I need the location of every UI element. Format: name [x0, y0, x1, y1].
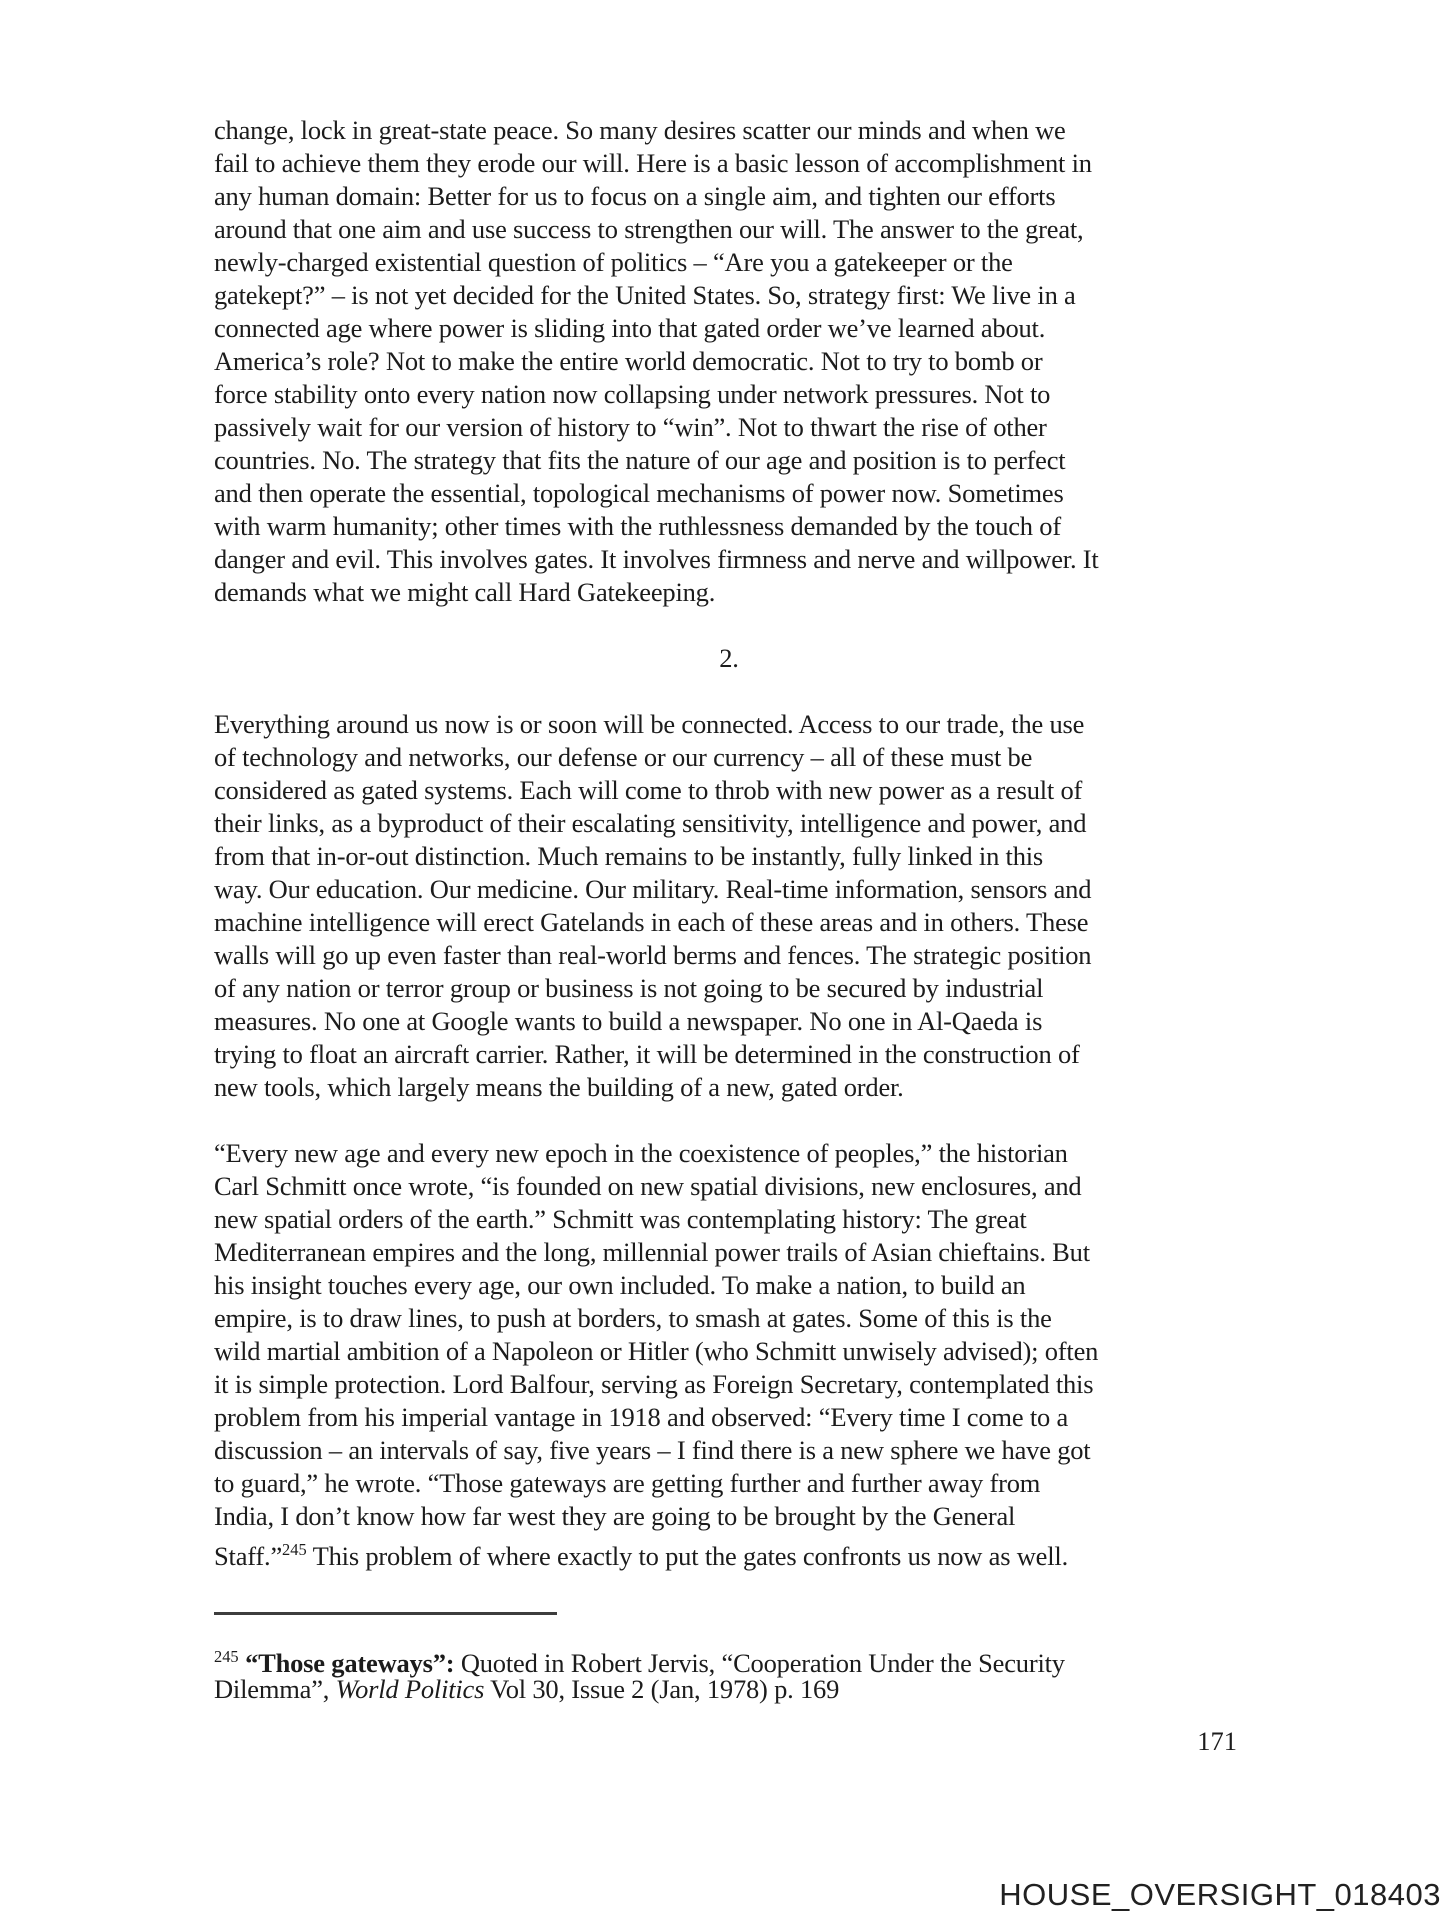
text-line: around that one aim and use success to strengthen our will. The answer to the great, [214, 214, 1084, 244]
text-line: Carl Schmitt once wrote, “is founded on new spatial divisions, new enclosures, and [214, 1171, 1082, 1201]
footnote-reference: 245 [214, 1647, 239, 1666]
text-line: connected age where power is sliding into that gated order we’ve learned about. [214, 313, 1046, 343]
text-line: countries. No. The strategy that fits the nature of our age and position is to perfect [214, 445, 1066, 475]
text-line: gatekept?” – is not yet decided for the United States. So, strategy first: We live in a [214, 280, 1076, 310]
text-line: demands what we might call Hard Gatekeeping. [214, 577, 716, 607]
text-line: danger and evil. This involves gates. It involves firmness and nerve and willpower. It [214, 544, 1099, 574]
text-line: considered as gated systems. Each will come to throb with new power as a result of [214, 775, 1083, 805]
text-line: and then operate the essential, topological mechanisms of power now. Sometimes [214, 478, 1064, 508]
text-line: it is simple protection. Lord Balfour, serving as Foreign Secretary, contemplated this [214, 1369, 1094, 1399]
text-line: Mediterranean empires and the long, millennial power trails of Asian chieftains. But [214, 1237, 1090, 1267]
paragraph [214, 114, 1244, 609]
text-line: passively wait for our version of history to “win”. Not to thwart the rise of other [214, 412, 1047, 442]
text-line [214, 1640, 1244, 1678]
text-line: America’s role? Not to make the entire world democratic. Not to try to bomb or [214, 346, 1043, 376]
text-line: “Every new age and every new epoch in the coexistence of peoples,” the historian [214, 1138, 1068, 1168]
text-line: of technology and networks, our defense or our currency – all of these must be [214, 742, 1033, 772]
text-segment: This problem of where exactly to put the gates confronts us now as well. [306, 1540, 1068, 1571]
text-segment: “Those gateways”: [238, 1647, 455, 1678]
text-line: change, lock in great-state peace. So many desires scatter our minds and when we [214, 115, 1066, 145]
text-line: India, I don’t know how far west they are going to be brought by the General [214, 1501, 1016, 1531]
text-line: their links, as a byproduct of their escalating sensitivity, intelligence and power, and [214, 808, 1087, 838]
text-line: trying to float an aircraft carrier. Rather, it will be determined in the construction of [214, 1039, 1080, 1069]
text-line: fail to achieve them they erode our will. Here is a basic lesson of accomplishment in [214, 148, 1092, 178]
text-line: problem from his imperial vantage in 1918 and observed: “Every time I come to a [214, 1402, 1069, 1432]
text-segment: Staff.” [214, 1540, 283, 1571]
text-line: of any nation or terror group or business is not going to be secured by industrial [214, 973, 1044, 1003]
text-line: from that in-or-out distinction. Much remains to be instantly, fully linked in this [214, 841, 1044, 871]
text-line: Everything around us now is or soon will be connected. Access to our trade, the use [214, 709, 1085, 739]
text-line: wild martial ambition of a Napoleon or Hitler (who Schmitt unwisely advised); often [214, 1336, 1099, 1366]
text-line [214, 1673, 1244, 1706]
text-line: machine intelligence will erect Gatelands in each of these areas and in others. These [214, 907, 1089, 937]
bates-stamp: HOUSE_OVERSIGHT_018403 [999, 1877, 1441, 1912]
text-line: his insight touches every age, our own included. To make a nation, to build an [214, 1270, 1026, 1300]
text-line: to guard,” he wrote. “Those gateways are getting further and further away from [214, 1468, 1041, 1498]
section-number [214, 642, 1244, 675]
footnote [214, 1640, 1244, 1706]
text-segment: Dilemma”, [214, 1674, 336, 1704]
text-line: newly-charged existential question of politics – “Are you a gatekeeper or the [214, 247, 1013, 277]
text-line: discussion – an intervals of say, five years – I find there is a new sphere we have got [214, 1435, 1091, 1465]
text-line: any human domain: Better for us to focus on a single aim, and tighten our efforts [214, 181, 1056, 211]
text-line: new tools, which largely means the building of a new, gated order. [214, 1072, 904, 1102]
text-line: force stability onto every nation now collapsing under network pressures. Not to [214, 379, 1051, 409]
text-segment: Vol 30, Issue 2 (Jan, 1978) p. 169 [484, 1674, 840, 1704]
page-number: 171 [1197, 1726, 1237, 1756]
text-line: measures. No one at Google wants to build a newspaper. No one in Al-Qaeda is [214, 1006, 1043, 1036]
paragraph [214, 1137, 1244, 1571]
text-line [214, 1533, 1244, 1571]
body-text [214, 114, 1244, 1599]
text-line: empire, is to draw lines, to push at borders, to smash at gates. Some of this is the [214, 1303, 1052, 1333]
text-line: with warm humanity; other times with the ruthlessness demanded by the touch of [214, 511, 1061, 541]
text-line: way. Our education. Our medicine. Our military. Real-time information, sensors and [214, 874, 1092, 904]
footnote-separator-rule [214, 1612, 557, 1615]
text-segment: Quoted in Robert Jervis, “Cooperation Under the Security [454, 1647, 1065, 1678]
paragraph [214, 708, 1244, 1104]
text-segment: World Politics [335, 1674, 485, 1704]
text-line: walls will go up even faster than real-world berms and fences. The strategic position [214, 940, 1092, 970]
text-line: 2. [719, 643, 739, 673]
footnote-reference: 245 [282, 1540, 307, 1559]
text-line: new spatial orders of the earth.” Schmitt was contemplating history: The great [214, 1204, 1027, 1234]
